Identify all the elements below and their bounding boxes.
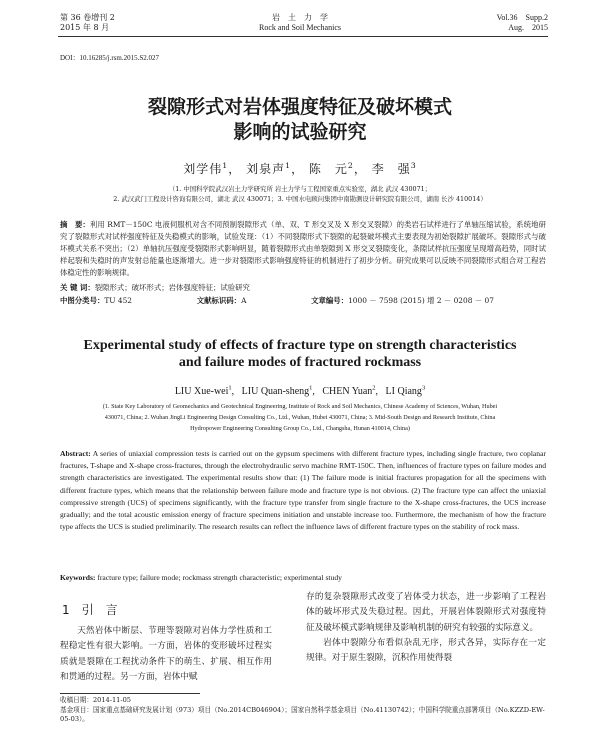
received-date: 收稿日期：2014-11-05 xyxy=(60,696,131,704)
author-en: LIU Xue-wei$^1$ xyxy=(174,384,232,397)
header-right xyxy=(497,13,548,33)
body-right-column xyxy=(306,590,546,666)
paper-title-en-line1: Experimental study of effects of fracture type on strength characteristics xyxy=(83,338,517,353)
doi: DOI：10.16285/j.rsm.2015.S2.027 xyxy=(60,54,159,62)
abstract-en xyxy=(60,448,546,533)
authors-en: LIU Xue-wei$^1$, LIU Quan-sheng$^1$, CHEN Yuan$^2$, LI Qiang$^3$ xyxy=(174,384,426,397)
authors-cn: 刘学伟$^1$， 刘泉声$^1$， 陈 元$^2$， 李 强$^3$ xyxy=(183,161,417,176)
footnote xyxy=(60,696,546,725)
body-paragraph: 存的复杂裂隙形式改变了岩体受力状态，进一步影响了工程岩体的破坏形式及失稳过程。因此，开展岩体裂隙形式对强度特征及破坏模式影响规律及影响机制的研究有较强的实际意义。 xyxy=(306,592,546,633)
paper-title-en-line2: and failure modes of fractured rockmass xyxy=(178,355,422,370)
abstract-cn-label: 摘 要： xyxy=(60,220,90,229)
keywords-cn xyxy=(60,282,546,294)
classification: 中图分类号：TU 452 文献标识码：A 文章编号：1000 － 7598 (2015) 增 2 － 0208 － 07 xyxy=(60,296,494,305)
author-cn: 刘泉声$^1$ xyxy=(246,161,292,176)
header-volume: 第 36 卷增刊 2 xyxy=(60,13,115,22)
author-cn: 刘学伟$^1$ xyxy=(183,161,229,176)
header-volume-en: Vol.36 Supp.2 xyxy=(496,13,548,22)
author-en: CHEN Yuan$^2$ xyxy=(322,384,376,397)
affiliation-cn-line: 2. 武汉武门工程设计咨询有限公司，湖北 武汉 430071；3. 中国水电顾问集团中南勘测设计研究院有限公司，湖南 长沙 410014） xyxy=(113,194,487,203)
affiliation-en-line: 430071, China; 2. Wuhan JingLi Engineering Design Consulting Co., Ltd., Wuhan, Hubei 430071, China; 3. Mid-South Design and Research Institute, China xyxy=(104,414,496,421)
header-date-en: Aug. 2015 xyxy=(508,23,548,32)
affiliation-en-line: Hydropower Engineering Consulting Group Co., Ltd., Changsha, Hunan 410014, China) xyxy=(190,425,410,432)
footnote-rule xyxy=(60,693,200,694)
keywords-en-text: fracture type; failure mode; rockmass strength characteristic; experimental study xyxy=(97,573,342,582)
keywords-cn-text: 裂隙形式；破坏形式；岩体强度特征；试验研究 xyxy=(94,283,250,292)
abstract-en-label: Abstract: xyxy=(60,449,91,458)
header-date: 2015 年 8 月 xyxy=(60,23,110,32)
abstract-cn xyxy=(60,219,546,279)
journal-name-cn: 岩 土 力 学 xyxy=(272,13,328,22)
affiliation-cn-line: （1. 中国科学院武汉岩土力学研究所 岩土力学与工程国家重点实验室，湖北 武汉 430071； xyxy=(168,185,432,193)
paper-title-cn-line2: 影响的试验研究 xyxy=(233,121,367,143)
header-rule xyxy=(58,36,548,37)
fund-info: 基金项目：国家重点基础研究发展计划（973）项目（No.2014CB046904）；国家自然科学基金项目（No.41130742）；中国科学院重点部署项目（No.KZZD-EW-05-03）。 xyxy=(60,705,545,723)
author-en: LIU Quan-sheng$^1$ xyxy=(241,384,313,397)
body-paragraph: 岩体中裂隙分布看似杂乱无序，形式各异，实际存在一定规律。对于原生裂隙，沉积作用使得裂 xyxy=(306,637,546,664)
paper-title-cn-line1: 裂隙形式对岩体强度特征及破坏模式 xyxy=(147,96,452,118)
affiliations-cn xyxy=(40,185,560,204)
author-en: LI Qiang$^3$ xyxy=(385,384,426,397)
abstract-cn-text: 利用 RMT－150C 电液伺服机对含不同预制裂隙形式（单、双、T 形交叉及 X 形交叉裂隙）的类岩石试样进行了单轴压缩试验，系统地研究了裂隙形式对试样强度特征及失稳模式的影响，试验发现：（1）不同裂隙形式下裂隙的起裂破坏模式主要表现为初始裂隙扩展破坏。裂隙形式与破坏模式关系不突出；（2）单轴抗压强度受裂隙形式影响明显，随着裂隙形式由单裂隙到 X 形交叉裂隙变化，条隙试样抗压强度呈现增高趋势，同时试样起裂和失稳时的声发射总能量也逐渐增大。进一步对裂隙形式影响强度特征的机制进行了初步分析。研究成果可以反映不同裂隙形式组合对工程岩体稳定性的影响规律。 xyxy=(60,220,546,277)
header-left xyxy=(60,13,115,33)
section-heading: 1 引 言 xyxy=(62,603,118,617)
abstract-en-text: A series of uniaxial compression tests is carried out on the gypsum specimens with different fracture types, including single fracture, two coplanar fractures, T-shape and X-shape cross-fractures, through the electrohydraulic servo machine RMT-150C. Then, influences of fracture types on failure modes and strength characteristics are investigated. The experimental results show that: (1) The failure mode is initial fractures propagation for all the specimens with different fracture types, which means that the relationship between failure mode and fracture type is not obvious. (2) The fracture type can affect the uniaxial compressive strength (UCS) of specimens significantly, with the fracture type transfer from single fracture to the X-shape cross-fractures, the UCS increase gradually; and the total acoustic emission energy of fracture specimens initiation and unstable increase too. Furthermore, the mechanism of how the fracture type affects the UCS is studied preliminarily. The research results can reflect the influence laws of different fracture types on the stability of rock mass. xyxy=(60,449,546,532)
author-cn: 陈 元$^2$ xyxy=(308,161,354,176)
paper-title-cn xyxy=(0,95,600,145)
paper-title-en xyxy=(40,337,560,371)
journal-name-en: Rock and Soil Mechanics xyxy=(259,23,341,32)
affiliation-en-line: (1. State Key Laboratory of Geomechanics and Geotechnical Engineering, Institute of Rock and Soil Mechanics, Chinese Academy of Sciences, Wuhan, Hubei xyxy=(102,403,498,410)
keywords-en-label: Keywords: xyxy=(60,573,96,582)
keywords-en xyxy=(60,572,546,584)
header-center xyxy=(200,13,400,33)
body-left-column: 天然岩体中断层、节理等裂隙对岩体力学性质和工程稳定性有很大影响。一方面，岩体的变形破坏过程实质就是裂隙在工程扰动条件下的萌生、扩展、相互作用和贯通的过程。另一方面，岩体中赋 xyxy=(60,626,272,682)
affiliations-en xyxy=(40,401,560,434)
author-cn: 李 强$^3$ xyxy=(371,161,417,176)
keywords-cn-label: 关 键 词： xyxy=(60,283,95,292)
